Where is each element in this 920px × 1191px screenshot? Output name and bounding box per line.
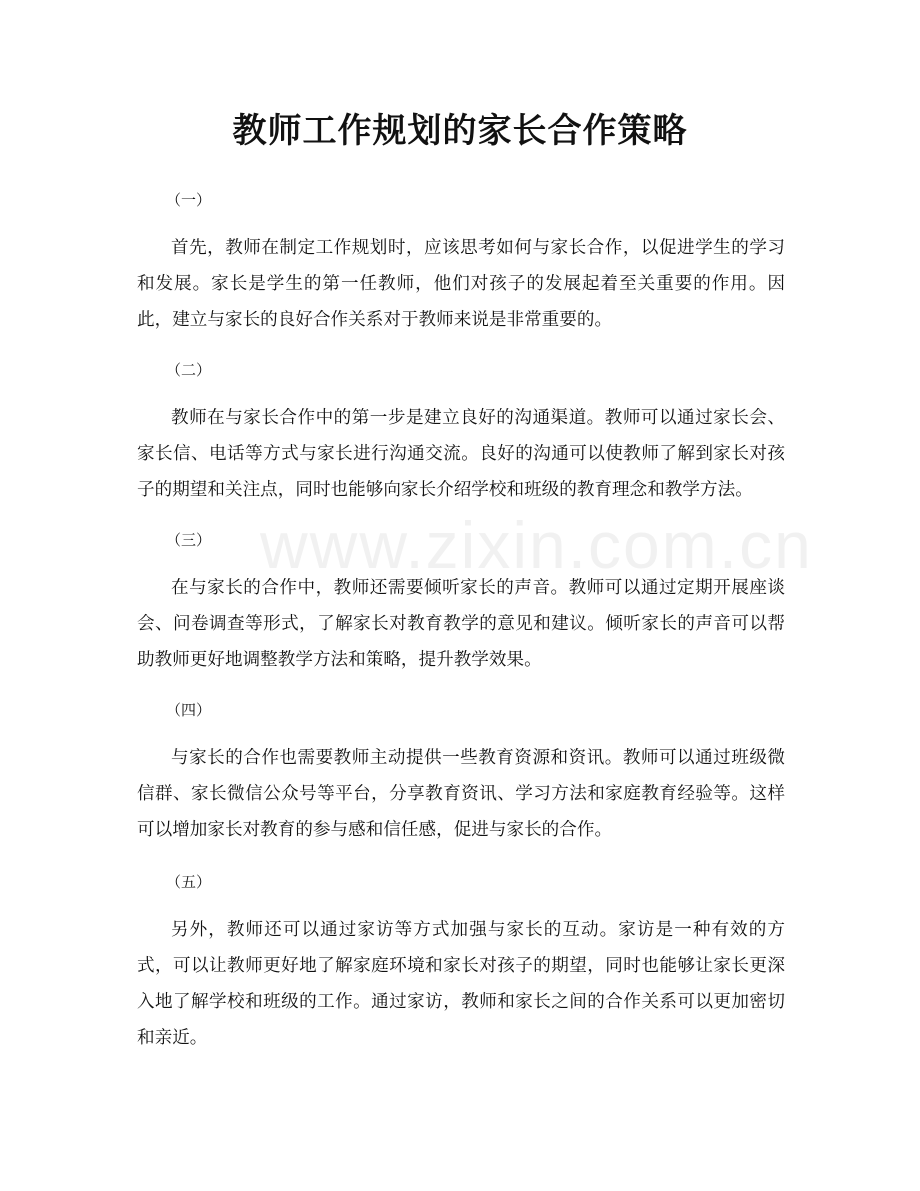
section-heading-4: （四） [166, 701, 212, 719]
section-paragraph-3: 在与家长的合作中，教师还需要倾听家长的声音。教师可以通过定期开展座谈会、问卷调查等形式，了解家长对教育教学的意见和建议。倾听家长的声音可以帮助教师更好地调整教学方法和策略，提升教学效果。 [137, 578, 785, 670]
section-paragraph-4: 与家长的合作也需要教师主动提供一些教育资源和资讯。教师可以通过班级微信群、家长微信公众号等平台，分享教育资讯、学习方法和家庭教育经验等。这样可以增加家长对教育的参与感和信任感，促进与家长的合作。 [137, 748, 785, 840]
section-heading-5: （五） [166, 873, 212, 891]
section-paragraph-1: 首先，教师在制定工作规划时，应该思考如何与家长合作，以促进学生的学习和发展。家长是学生的第一任教师，他们对孩子的发展起着至关重要的作用。因此，建立与家长的良好合作关系对于教师来说是非常重要的。 [137, 238, 785, 330]
section-heading-1: （一） [166, 191, 212, 209]
section-heading-2: （二） [166, 361, 212, 379]
section-paragraph-5: 另外，教师还可以通过家访等方式加强与家长的互动。家访是一种有效的方式，可以让教师更好地了解家庭环境和家长对孩子的期望，同时也能够让家长更深入地了解学校和班级的工作。通过家访，教师和家长之间的合作关系可以更加密切和亲近。 [137, 920, 785, 1048]
page-title: 教师工作规划的家长合作策略 [232, 111, 688, 151]
section-paragraph-2: 教师在与家长合作中的第一步是建立良好的沟通渠道。教师可以通过家长会、家长信、电话等方式与家长进行沟通交流。良好的沟通可以使教师了解到家长对孩子的期望和关注点，同时也能够向家长介绍学校和班级的教育理念和教学方法。 [137, 408, 785, 500]
watermark-text: www.zixin.com.cn [260, 508, 813, 582]
section-heading-3: （三） [166, 531, 212, 549]
